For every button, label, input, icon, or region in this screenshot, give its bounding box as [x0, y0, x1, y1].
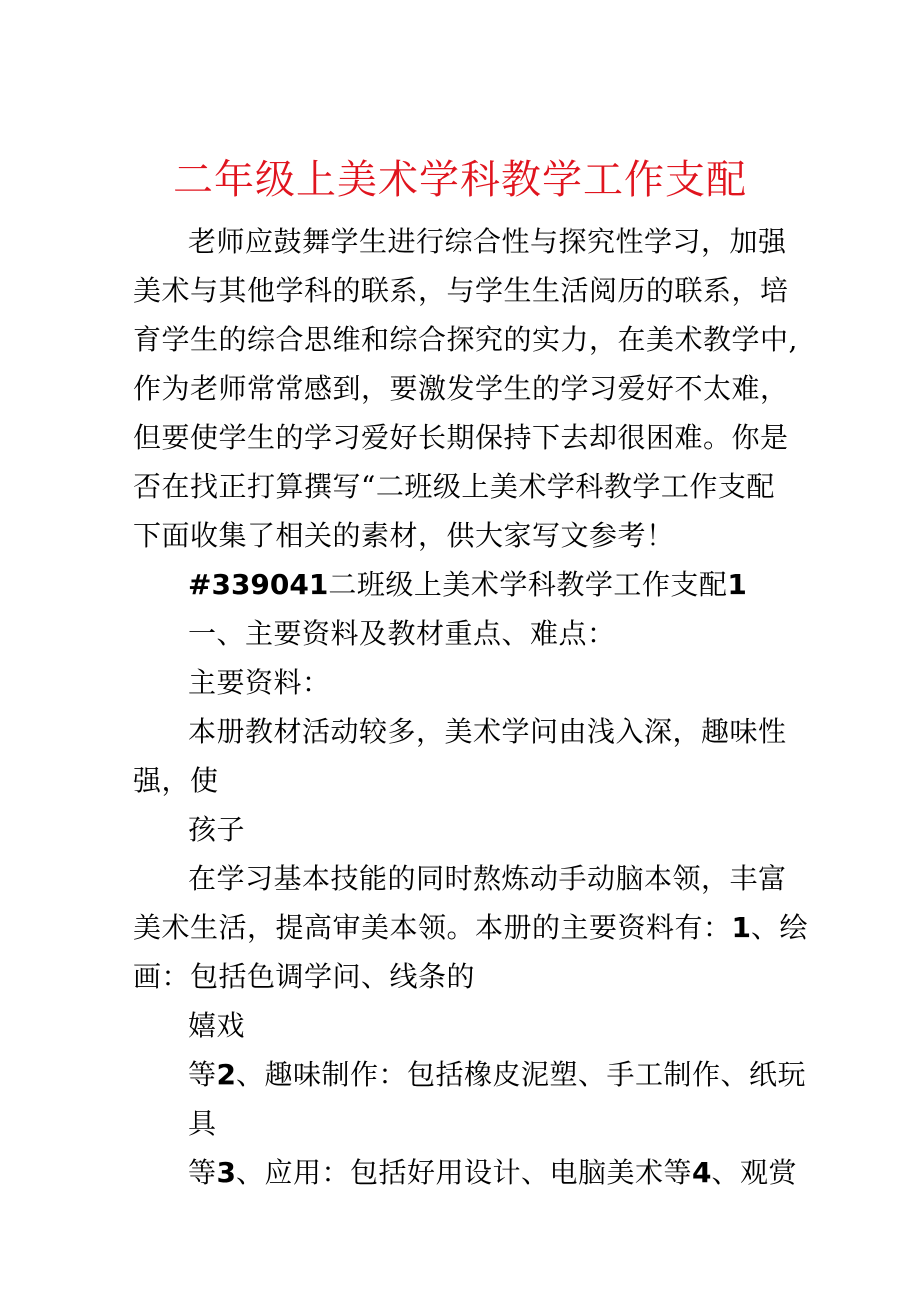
- body-line-10-b: 、应用：包括好用设计、电脑美术等: [236, 1156, 693, 1189]
- intro-line-6: 否在找正打算撰写“二班级上美术学科教学工作支配: [133, 470, 775, 503]
- body-line-3: 孩子: [188, 813, 246, 846]
- intro-line-4: 作为老师常常感到，要激发学生的学习爱好不太难，: [133, 372, 789, 405]
- body-line-10-c: 、观赏: [711, 1156, 798, 1189]
- subheading-main-materials: 主要资料：: [188, 666, 331, 699]
- intro-line-3: 育学生的综合思维和综合探究的实力，在美术教学中,: [133, 323, 798, 356]
- body-line-1: 本册教材活动较多，美术学问由浅入深，趣味性: [188, 715, 787, 748]
- intro-line-2: 美术与其他学科的联系，与学生生活阅历的联系，培: [133, 274, 789, 307]
- body-line-2: 强，使: [133, 764, 219, 797]
- section-one-heading: 一、主要资料及教材重点、难点：: [188, 617, 616, 650]
- body-line-7: 嬉戏: [188, 1009, 246, 1042]
- heading-suffix: 1: [727, 568, 747, 601]
- body-line-10-a: 等: [188, 1156, 217, 1189]
- intro-line-5: 但要使学生的学习爱好长期保持下去却很困难。你是: [133, 421, 789, 454]
- body-line-6: 画：包括色调学问、线条的: [133, 960, 476, 993]
- body-line-4: 在学习基本技能的同时熬炼动手动脑本领，丰富: [188, 862, 787, 895]
- heading-text: 二班级上美术学科教学工作支配: [328, 568, 728, 601]
- list-number-3: 3: [216, 1156, 236, 1189]
- body-line-10: [188, 1153, 797, 1193]
- body-line-8-b: 、趣味制作：包括橡皮泥塑、手工制作、纸玩: [236, 1058, 807, 1091]
- body-line-8: [188, 1055, 806, 1095]
- body-line-5-a: 美术生活，提高审美本领。本册的主要资料有：: [133, 911, 732, 944]
- document-title: 二年级上美术学科教学工作支配: [173, 157, 747, 203]
- heading-number: #339041: [188, 568, 329, 601]
- intro-line-1: 老师应鼓舞学生进行综合性与探究性学习，加强: [188, 225, 787, 258]
- body-line-5-b: 、绘: [751, 911, 809, 944]
- list-number-1: 1: [731, 911, 751, 944]
- list-number-4: 4: [692, 1156, 712, 1189]
- section-heading: [188, 565, 747, 605]
- intro-line-7: 下面收集了相关的素材，供大家写文参考！: [133, 519, 675, 552]
- body-line-5: [133, 908, 808, 948]
- body-line-9: 具: [188, 1107, 217, 1140]
- list-number-2: 2: [216, 1058, 236, 1091]
- body-line-8-a: 等: [188, 1058, 217, 1091]
